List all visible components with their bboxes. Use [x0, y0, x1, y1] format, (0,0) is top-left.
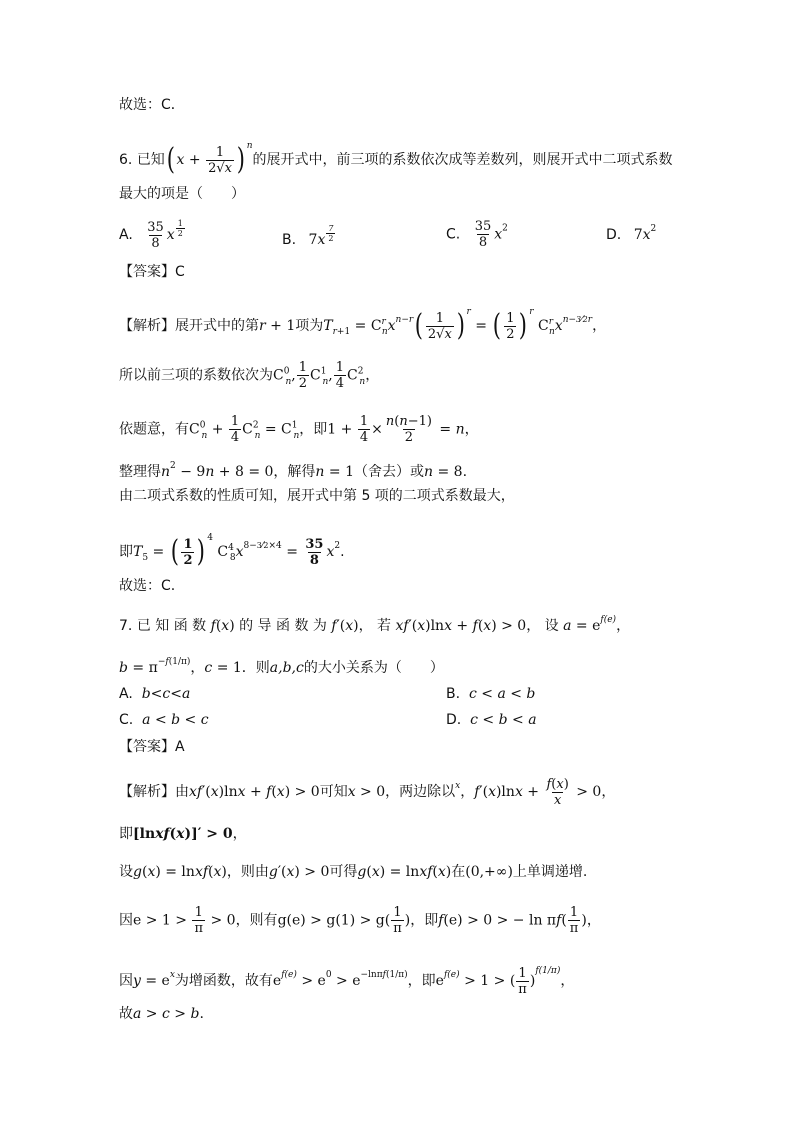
q7-option-a: A. b<c<a [119, 686, 191, 702]
q6-option-c: C. $\frac{35}{8}$ $x^2$ [446, 219, 508, 250]
q6-analysis-line1: 【解析】展开式中的第r + 1项为$T_{r+1} = C^r_nx^{n-r}$( $\frac{1}{2√x}$ ) $^r$ = ( $\frac{1}{2}$ ) $^r$ $C^r_nx^{n-3⁄2r}$， [119, 307, 607, 343]
q6-option-d: D. $7x^2$ [606, 224, 657, 243]
q6-analysis-line4: 整理得$n^2 - 9n + 8 = 0$，解得n = 1（舍去）或n = 8. [119, 461, 468, 480]
q6-stem-pre: 已知 [136, 152, 165, 168]
q7-analysis-line4: 因e > 1 > $\frac{1}{\pi}$ > 0，则有g(e) > g(1) > g( $\frac{1}{\pi}$ )，即f(e) > 0 > − ln πf( $\frac{1}{\pi}$ )， [119, 905, 601, 936]
q7-conclusion: 故a > c > b. [119, 1006, 204, 1022]
q7-analysis-line3: 设g(x) = lnxf(x)，则由g′(x) > 0可得g(x) = lnxf(x)在(0,+∞)上单调递增. [119, 864, 588, 880]
q5-conclusion: 故选：C． [119, 97, 185, 113]
q7-option-d: D. c < b < a [446, 712, 537, 728]
q6-analysis-line6: 即$T_5$ = ( $\frac{1}{2}$ ) $^4$ $C^4_8x^{8-3⁄2\times 4}$ = $\frac{35}{8}$ $x^2$. [119, 533, 345, 569]
q6-option-b: B. 7x $^{\frac{7}{2}}$ [282, 224, 334, 248]
q6-stem-post: 的展开式中，前三项的系数依次成等差数列，则展开式中二项式系数 [252, 152, 673, 168]
q7-stem-line2: $b = \pi^{-f(1/\pi)}$，c = 1．则a,b,c的大小关系为（ ） [119, 657, 444, 676]
q6-number: 6. [119, 152, 133, 168]
q6-analysis-line2: 所以前三项的系数依次为$C^0_n$, $\frac{1}{2}$ $C^1_n$, $\frac{1}{4}$ $C^2_n$， [119, 360, 380, 391]
q7-option-c: C. a < b < c [119, 712, 209, 728]
q6-answer: 【答案】C [119, 264, 185, 280]
q6-stem-line2: 最大的项是（ ） [119, 186, 245, 202]
q7-analysis-line2: 即[lnxf(x)]′ > 0， [119, 826, 247, 842]
q6-analysis-line3: 依题意，有$C^0_n$ + $\frac{1}{4}$ $C^2_n = C^1_n$，即1 + $\frac{1}{4}$ × $\frac{n(n-1)}{2}$ = n， [119, 414, 479, 445]
q6-stem: 6. 已知( x + $\frac{1}{2√x}$ ) $^n$的展开式中，前三项的系数依次成等差数列，则展开式中二项式系数 [119, 141, 673, 177]
q7-stem: 7. 已 知 函 数 f(x) 的 导 函 数 为 f′(x)， 若 xf′(x)lnx + f(x) > 0， 设 $a = e^{f(e)}$， [119, 615, 631, 634]
q7-analysis-line5: 因$y = e^x$为增函数，故有$e^{f(e)} > e^0 > e^{-ln\pi f(1/\pi)}$，即$e^{f(e)} > 1$ > ( $\frac{1}{\pi}$ )$^{f(1/\pi)}$， [119, 965, 575, 997]
q7-analysis-line1: 【解析】由xf′(x)lnx + f(x) > 0可知x > 0，两边除以$^x$，f′(x)lnx + $\frac{f(x)}{x}$ > 0， [119, 776, 616, 808]
q6-conclusion: 故选：C. [119, 578, 176, 594]
q7-option-b: B. c < a < b [446, 686, 536, 702]
q6-option-a: A. $\frac{35}{8}$ x $^{\frac{1}{2}}$ [119, 219, 183, 251]
q7-answer: 【答案】A [119, 739, 185, 755]
q6-analysis-line5: 由二项式系数的性质可知，展开式中第 5 项的二项式系数最大， [119, 488, 515, 504]
